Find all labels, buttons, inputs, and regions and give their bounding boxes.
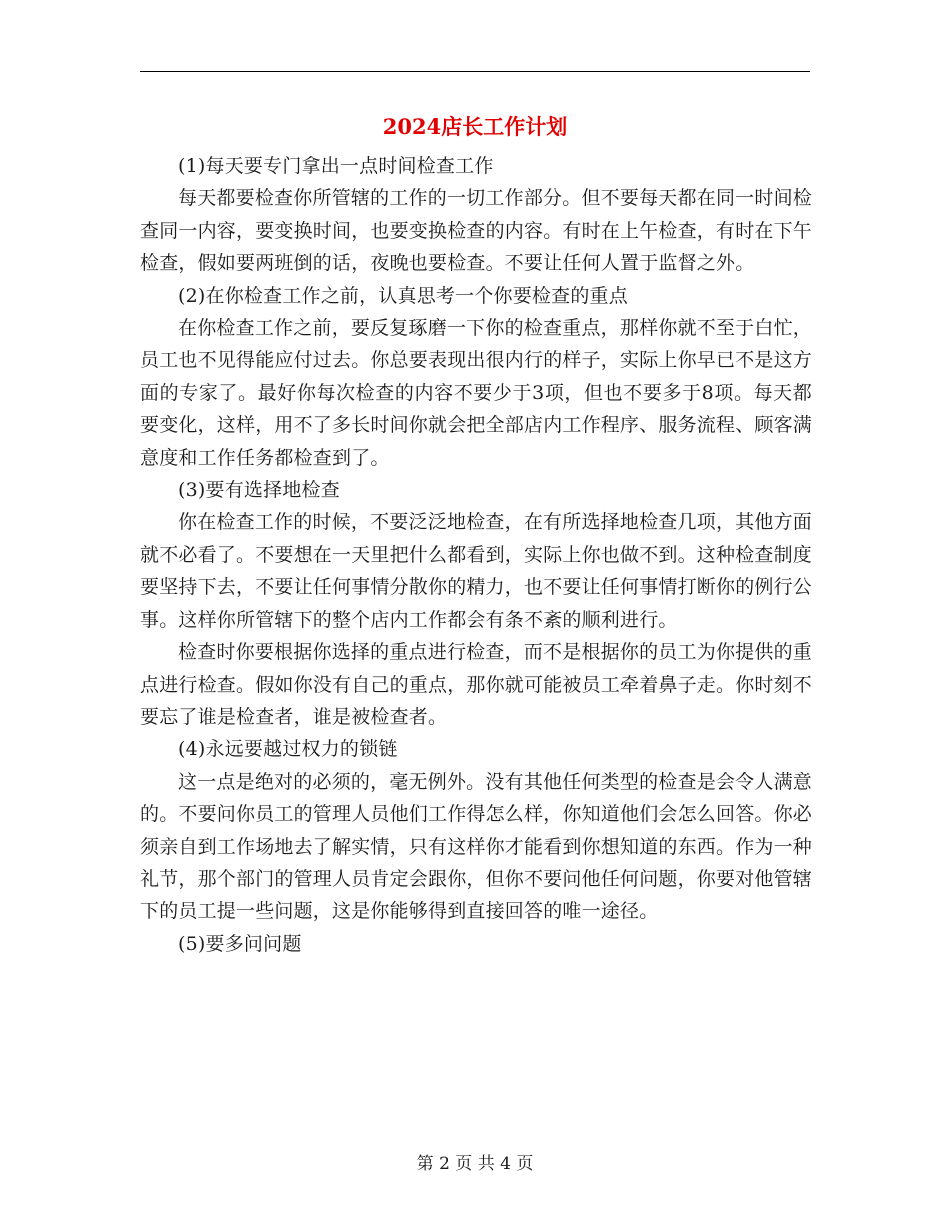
- body-paragraph: 你在检查工作的时候，不要泛泛地检查，在有所选择地检查几项，其他方面就不必看了。不要想在一天里把什么都看到，实际上你也做不到。这种检查制度要坚持下去，不要让任何事情分散你的精力，也不要让任何事情打断你的例行公事。这样你所管辖下的整个店内工作都会有条不紊的顺利进行。: [140, 511, 813, 631]
- body-paragraph: 每天都要检查你所管辖的工作的一切工作部分。但不要每天都在同一时间检查同一内容，要变换时间，也要变换检查的内容。有时在上午检查，有时在下午检查，假如要两班倒的话，夜晚也要检查。不要让任何人置于监督之外。: [140, 187, 813, 275]
- page-number-footer: 第 2 页 共 4 页: [416, 1154, 534, 1174]
- section-heading-5: (5)要多问问题: [178, 932, 302, 955]
- body-paragraph: 在你检查工作之前，要反复琢磨一下你的检查重点，那样你就不至于白忙，员工也不见得能应付过去。你总要表现出很内行的样子，实际上你早已不是这方面的专家了。最好你每次检查的内容不要少于3项，但也不要多于8项。每天都要变化，这样，用不了多长时间你就会把全部店内工作程序、服务流程、顾客满意度和工作任务都检查到了。: [140, 317, 813, 469]
- document-title: 2024店长工作计划: [382, 114, 568, 139]
- header-rule: [140, 71, 810, 72]
- body-paragraph: 这一点是绝对的必须的，毫无例外。没有其他任何类型的检查是会令人满意的。不要问你员工的管理人员他们工作得怎么样，你知道他们会怎么回答。你必须亲自到工作场地去了解实情，只有这样你才能看到你想知道的东西。作为一种礼节，那个部门的管理人员肯定会跟你，但你不要问他任何问题，你要对他管辖下的员工提一些问题，这是你能够得到直接回答的唯一途径。: [140, 770, 813, 923]
- section-heading-3: (3)要有选择地检查: [178, 479, 340, 502]
- section-heading-2: (2)在你检查工作之前，认真思考一个你要检查的重点: [178, 284, 628, 307]
- document-body: [140, 150, 812, 960]
- section-heading-4: (4)永远要越过权力的锁链: [178, 738, 398, 761]
- section-heading-1: (1)每天要专门拿出一点时间检查工作: [178, 155, 494, 177]
- body-paragraph: 检查时你要根据你选择的重点进行检查，而不是根据你的员工为你提供的重点进行检查。假如你没有自己的重点，那你就可能被员工牵着鼻子走。你时刻不要忘了谁是检查者，谁是被检查者。: [140, 641, 813, 728]
